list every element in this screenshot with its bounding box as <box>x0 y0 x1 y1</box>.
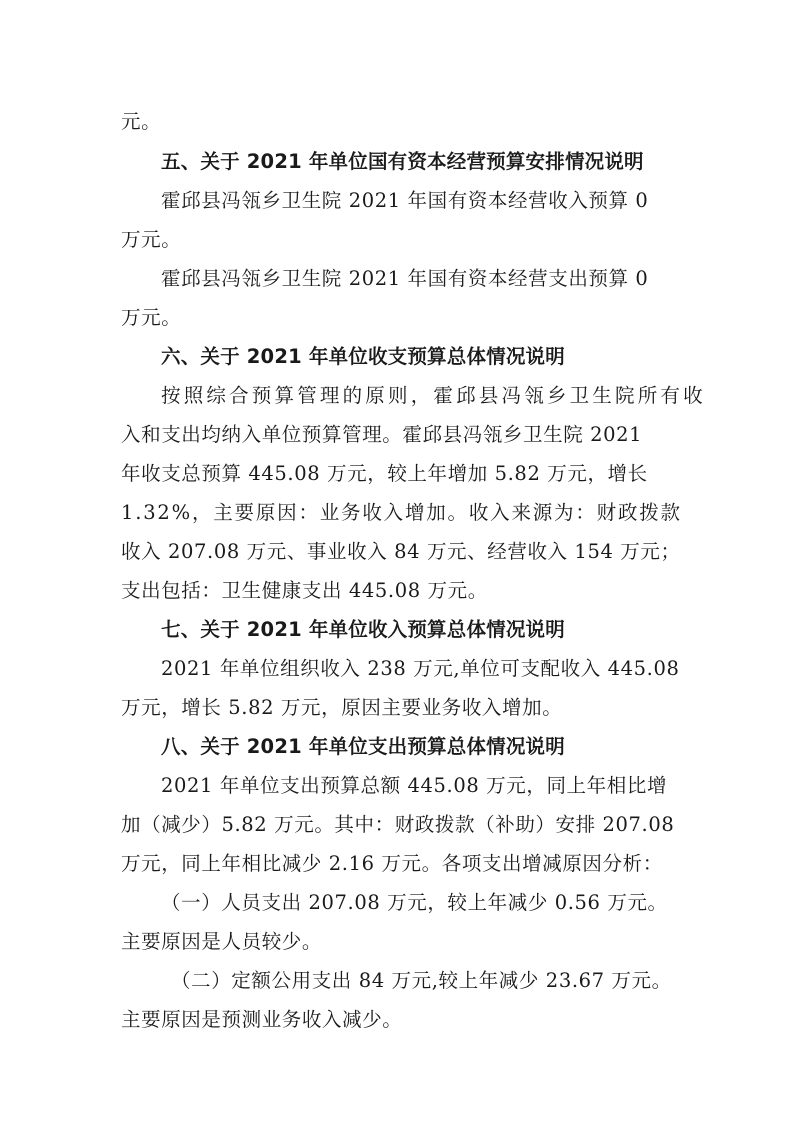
section-heading-5: 五、关于 2021 年单位国有资本经营预算安排情况说明 <box>161 150 644 173</box>
body-text-line: 支出包括：卫生健康支出 445.08 万元。 <box>121 579 488 602</box>
body-text-line: 元。 <box>121 110 162 133</box>
body-text-line: 入和支出均纳入单位预算管理。霍邱县冯瓴乡卫生院 2021 <box>121 423 643 446</box>
body-text-line: 霍邱县冯瓴乡卫生院 2021 年国有资本经营支出预算 0 <box>161 267 649 290</box>
body-text-line: （一）人员支出 207.08 万元，较上年减少 0.56 万元。 <box>161 891 668 914</box>
body-text-line: 万元。 <box>121 306 182 329</box>
body-text-line: 万元，增长 5.82 万元，原因主要业务收入增加。 <box>121 696 563 719</box>
body-text-line: 加（减少）5.82 万元。其中：财政拨款（补助）安排 207.08 <box>121 813 675 836</box>
body-text-line: 收入 207.08 万元、事业收入 84 万元、经营收入 154 万元； <box>121 540 681 563</box>
body-text-line: 主要原因是预测业务收入减少。 <box>121 1008 403 1031</box>
body-text-line: 主要原因是人员较少。 <box>121 930 323 953</box>
body-text-line: 霍邱县冯瓴乡卫生院 2021 年国有资本经营收入预算 0 <box>161 189 649 212</box>
body-text-line: 2021 年单位支出预算总额 445.08 万元，同上年相比增 <box>161 774 668 797</box>
section-heading-7: 七、关于 2021 年单位收入预算总体情况说明 <box>161 618 565 641</box>
body-text-line: （二）定额公用支出 84 万元,较上年减少 23.67 万元。 <box>171 969 672 992</box>
body-text-line: 1.32%，主要原因：业务收入增加。收入来源为：财政拨款 <box>121 501 682 524</box>
section-heading-8: 八、关于 2021 年单位支出预算总体情况说明 <box>161 735 565 758</box>
body-text-line: 年收支总预算 445.08 万元，较上年增加 5.82 万元，增长 <box>121 462 648 485</box>
body-text-line: 2021 年单位组织收入 238 万元,单位可支配收入 445.08 <box>161 657 680 680</box>
body-text-line: 按照综合预算管理的原则，霍邱县冯瓴乡卫生院所有收 <box>161 384 706 407</box>
section-heading-6: 六、关于 2021 年单位收支预算总体情况说明 <box>161 345 565 368</box>
body-text-line: 万元，同上年相比减少 2.16 万元。各项支出增减原因分析： <box>121 852 663 875</box>
body-text-line: 万元。 <box>121 228 182 251</box>
